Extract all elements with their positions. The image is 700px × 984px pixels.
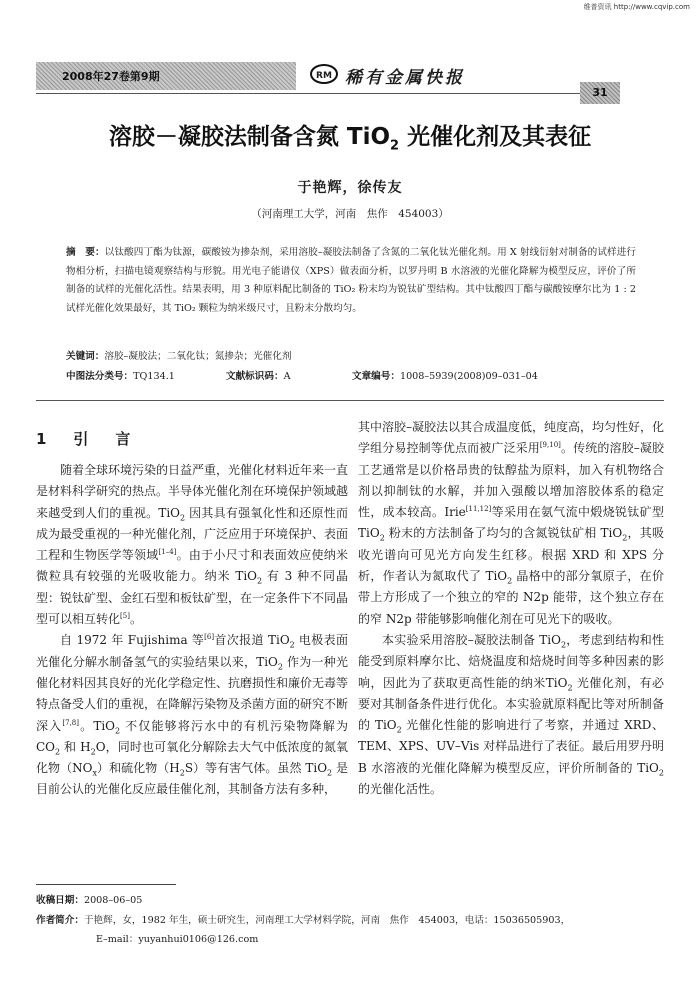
text-run: 粉末的方法制备了均匀的含氮锐钛矿相 TiO bbox=[384, 526, 623, 541]
text-run: ，其吸收光谱向可见光方向发生红移。根据 XRD 和 XPS 分析，作者认为氮取代了 TiO bbox=[358, 526, 664, 584]
text-run: 自 1972 年 Fujishima 等 bbox=[60, 633, 205, 648]
keywords: 关键词：溶胶–凝胶法；二氧化钛；氮掺杂；光催化剂 bbox=[66, 351, 292, 362]
article-number: 文章编号：1008–5939(2008)09–031–04 bbox=[352, 371, 538, 382]
site-watermark: 维普资讯 http://www.cqvip.com bbox=[583, 3, 690, 11]
text-run: 电极表面光催化分解水制备氢气的实验结果以来，TiO bbox=[36, 633, 348, 669]
text-run: 不仅能够将污水中的有机污染物降解为 CO bbox=[36, 718, 348, 754]
citation: [5] bbox=[120, 612, 130, 621]
right-column bbox=[358, 417, 664, 800]
journal-name: 稀有金属快报 bbox=[345, 68, 465, 88]
left-column bbox=[36, 460, 348, 801]
affiliation: （河南理工大学，河南 焦作 454003） bbox=[251, 208, 449, 220]
section-heading: 1 引 言 bbox=[36, 430, 137, 448]
footnote-author-bio: 作者简介：于艳辉，女，1982 年生，硕士研究生，河南理工大学材料学院，河南 焦作 454003，电话：15036505903， bbox=[36, 915, 571, 926]
citation: [11,12] bbox=[465, 505, 492, 514]
text-run: 和 H bbox=[60, 739, 91, 754]
text-run: 有 3 种不同晶型：锐钛矿型、金红石型和板钛矿型，在一定条件下不同晶型可以相互转化 bbox=[36, 569, 349, 627]
footnote-email: E–mail：yuyanhui0106@126.com bbox=[96, 934, 259, 945]
subscript: 2 bbox=[507, 576, 513, 586]
paragraph-left-2 bbox=[36, 630, 348, 800]
clc-number: 中图法分类号：TQ134.1 bbox=[66, 371, 175, 382]
text-run: 首次报道 TiO bbox=[214, 633, 290, 648]
text-run: 。 bbox=[129, 612, 142, 627]
subscript: 2 bbox=[560, 640, 567, 650]
paragraph-left-1 bbox=[36, 460, 348, 630]
header-rule bbox=[36, 93, 596, 94]
footnote-rule bbox=[36, 884, 176, 885]
text-run: S）等有害气体。虽然 TiO bbox=[184, 761, 328, 776]
citation: [6] bbox=[204, 633, 215, 642]
text-run: 随着全球环境污染的日益严重，光催化材料近年来一直是材料科学研究的热点。半导体光催化剂在环境保护领域越来越受到人们的重视。TiO bbox=[36, 463, 349, 520]
subscript: 2 bbox=[379, 533, 385, 543]
text-run: 晶格中的部分氧原子，在价带上方形成了一个独立的窄的 N2p 能带，这个独立存在的窄 N2p 带能够影响催化剂在可见光下的吸收。 bbox=[358, 569, 664, 626]
text-run: ）和硫化物（H bbox=[96, 761, 180, 776]
abstract-label: 摘 要： bbox=[66, 247, 105, 258]
subscript: 2 bbox=[179, 768, 185, 778]
page-number: 31 bbox=[580, 82, 620, 104]
citation: [7,8] bbox=[62, 718, 79, 727]
citation: [9,10] bbox=[539, 441, 561, 450]
text-run: 。传统的溶胶–凝胶工艺通常是以价格昂贵的钛醇盐为原料，加入有机物络合剂以抑制钛的水解，并加入强酸以增加溶胶体系的稳定性，成本较高。Irie bbox=[358, 441, 664, 520]
paragraph-right-1 bbox=[358, 417, 664, 630]
text-run: 其中溶胶–凝胶法以其合成温度低，纯度高，均匀性好，化学组分易控制等优点而被广泛采用 bbox=[358, 420, 665, 456]
subscript: 2 bbox=[396, 725, 402, 735]
divider bbox=[36, 400, 664, 401]
paragraph-right-2 bbox=[358, 630, 664, 800]
text-run: 因其具有强氧化性和还原性而成为最受重视的一种光催化剂，广泛应用于环境保护、表面工程和生物医学等领域 bbox=[36, 505, 349, 563]
text-run: ，考虑到结构和性能受到原料摩尔比、焙烧温度和焙烧时间等多种因素的影响，因此为了获取更高性能的纳米TiO bbox=[358, 632, 664, 690]
subscript: 2 bbox=[658, 768, 664, 778]
text-run: 的光催化活性。 bbox=[358, 782, 443, 797]
text-run: 等采用在氨气流中煅烧锐钛矿型 TiO bbox=[358, 505, 664, 541]
text-run: 是目前公认的光催化反应最佳催化剂，其制备方法有多种， bbox=[36, 761, 348, 797]
text-run: 光催化剂，有必要对其制备条件进行优化。本实验就原料配比等对所制备的 TiO bbox=[358, 675, 664, 733]
footnote-received: 收稿日期：2008–06–05 bbox=[36, 895, 143, 906]
abstract-text: 以钛酸四丁酯为钛源，碳酸铵为掺杂剂，采用溶胶–凝胶法制备了含氮的二氧化钛光催化剂。用 X 射线衍射对制备的试样进行物相分析，扫描电镜观察结构与形貌。用光电子能谱仪（XPS）做表面分析，以罗丹明 B 水溶液的光催化降解为模型反应，评价了所制备的试样的光催化活性。结果表明，用 3 种原料配比制备的 TiO₂ 粉末均为锐钛矿型结构。其中钛酸四丁酯与碳酸铵摩尔比为 1 : 2 试样光催化效果最好，其 TiO₂ 颗粒为纳米级尺寸，且粉末分散均匀。 bbox=[66, 247, 636, 314]
doc-code: 文献标识码：A bbox=[226, 371, 291, 382]
authors: 于艳辉，徐传友 bbox=[297, 180, 403, 196]
subscript: 2 bbox=[567, 682, 573, 692]
text-run: 。由于小尺寸和表面效应使纳米微粒具有较强的光吸收能力。纳米 TiO bbox=[36, 548, 348, 584]
text-run: 作为一种光催化材料因其良好的光化学稳定性、抗磨损性和廉价无毒等特点备受人们的重视，在降解污染物及杀菌方面的研究不断深入 bbox=[36, 654, 349, 733]
subscript: 2 bbox=[327, 768, 333, 778]
subscript: 2 bbox=[180, 512, 186, 522]
subscript: x bbox=[92, 768, 97, 778]
subscript: 2 bbox=[257, 576, 263, 586]
subscript: 2 bbox=[90, 747, 96, 757]
subscript: 2 bbox=[277, 662, 283, 672]
subscript: 2 bbox=[55, 747, 61, 757]
text-run: 。TiO bbox=[78, 718, 116, 733]
subscript: 2 bbox=[622, 533, 628, 543]
journal-logo-icon: RM bbox=[310, 64, 338, 84]
citation: [1–4] bbox=[158, 548, 177, 557]
abstract bbox=[66, 244, 636, 318]
paper-title: 溶胶－凝胶法制备含氮 TiO$_2$ 光催化剂及其表征 bbox=[108, 124, 592, 154]
issue-label: 2008年27卷第9期 bbox=[62, 70, 160, 83]
text-run: 光催化性能的影响进行了考察，并通过 XRD、TEM、XPS、UV–Vis 对样品进行了表征。最后用罗丹明 B 水溶液的光催化降解为模型反应，评价所制备的 TiO bbox=[358, 718, 664, 775]
subscript: 2 bbox=[115, 725, 121, 735]
subscript: 2 bbox=[289, 640, 295, 650]
text-run: O，同时也可氧化分解除去大气中低浓度的氮氧化物（NO bbox=[36, 739, 348, 776]
text-run: 本实验采用溶胶–凝胶法制备 TiO bbox=[382, 632, 561, 647]
